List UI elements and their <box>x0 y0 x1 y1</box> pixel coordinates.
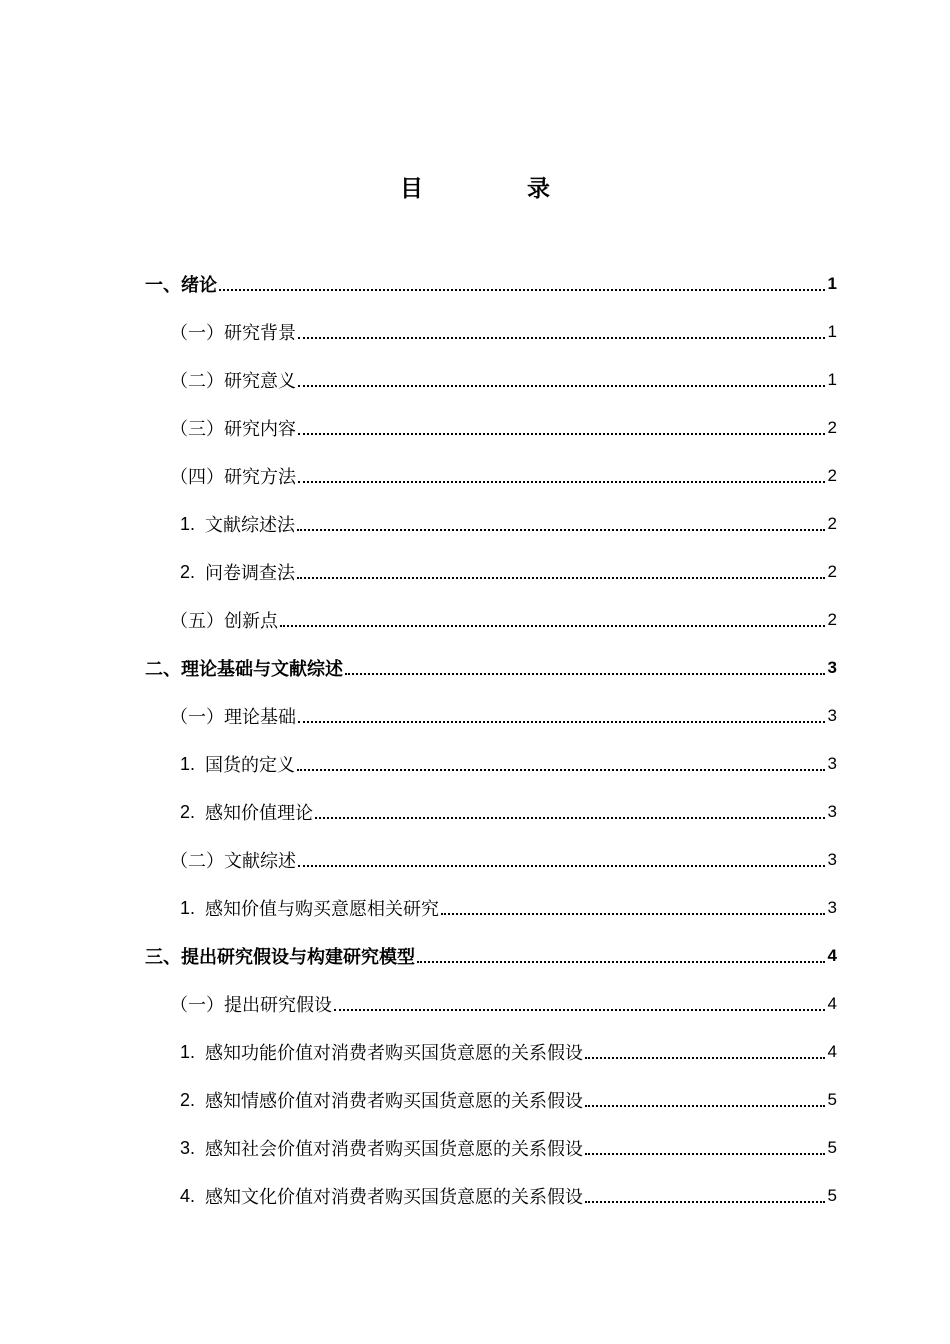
toc-entry-page-number: 3 <box>827 898 837 917</box>
toc-entry[interactable] <box>145 1172 837 1220</box>
toc-entry-page-number: 5 <box>827 1138 837 1157</box>
toc-entry[interactable] <box>145 452 837 500</box>
toc-entry-label: 文献综述法 <box>205 515 296 536</box>
toc-entry-label: 问卷调查法 <box>205 563 296 584</box>
dot-leader <box>298 433 825 435</box>
toc-entry-label: （二）研究意义 <box>170 371 296 392</box>
dot-leader <box>280 625 825 627</box>
toc-entry-page-number: 4 <box>827 946 837 965</box>
toc-entry-page-number: 2 <box>827 418 837 437</box>
dot-leader <box>298 385 825 387</box>
toc-entry[interactable] <box>145 788 837 836</box>
dot-leader <box>585 1057 825 1059</box>
toc-entry-number: 2. <box>180 1089 196 1110</box>
toc-entry[interactable] <box>145 500 837 548</box>
toc-title: 目 录 <box>399 175 598 202</box>
toc-entry[interactable] <box>145 596 837 644</box>
toc-entry-page-number: 3 <box>827 706 837 725</box>
dot-leader <box>298 481 825 483</box>
toc-entry-number: 1. <box>180 753 196 774</box>
toc-entry[interactable] <box>145 692 837 740</box>
dot-leader <box>585 1153 825 1155</box>
toc-entry-label: 感知情感价值对消费者购买国货意愿的关系假设 <box>205 1091 584 1112</box>
toc-entry[interactable] <box>145 548 837 596</box>
toc-entry-label: （五）创新点 <box>170 611 278 632</box>
toc-entry-number: 3. <box>180 1137 196 1158</box>
toc-entry-label: 感知文化价值对消费者购买国货意愿的关系假设 <box>205 1187 584 1208</box>
toc-entry-label: （四）研究方法 <box>170 467 296 488</box>
toc-entry[interactable] <box>145 308 837 356</box>
dot-leader <box>297 577 825 579</box>
toc-entry-number: 1. <box>180 513 196 534</box>
toc-entry-label: 感知社会价值对消费者购买国货意愿的关系假设 <box>205 1139 584 1160</box>
toc-entry[interactable] <box>145 356 837 404</box>
toc-entry-label: （一）研究背景 <box>170 323 296 344</box>
toc-entry[interactable] <box>145 260 837 308</box>
toc-entry-page-number: 3 <box>827 754 837 773</box>
toc-entry[interactable] <box>145 1028 837 1076</box>
toc-entry[interactable] <box>145 404 837 452</box>
toc-entry-page-number: 3 <box>827 802 837 821</box>
toc-entry[interactable] <box>145 884 837 932</box>
toc-entry-label: （二）文献综述 <box>170 851 296 872</box>
toc-entry-number: 2. <box>180 801 196 822</box>
toc-entry[interactable] <box>145 740 837 788</box>
toc-entry[interactable] <box>145 980 837 1028</box>
toc-entry-page-number: 4 <box>827 1042 837 1061</box>
toc-entry-page-number: 2 <box>827 562 837 581</box>
toc-entry-label: 感知功能价值对消费者购买国货意愿的关系假设 <box>205 1043 584 1064</box>
toc-entry-label: 感知价值与购买意愿相关研究 <box>205 899 440 920</box>
toc-entry-number: 4. <box>180 1185 196 1206</box>
toc-entry-label: （一）理论基础 <box>170 707 296 728</box>
toc-entry[interactable] <box>145 836 837 884</box>
toc-entry-page-number: 2 <box>827 466 837 485</box>
toc-entry-page-number: 3 <box>827 850 837 869</box>
dot-leader <box>345 673 825 675</box>
toc-entry-label: 一、绪论 <box>145 275 217 296</box>
dot-leader <box>585 1105 825 1107</box>
toc-entry-label: （三）研究内容 <box>170 419 296 440</box>
dot-leader <box>297 769 825 771</box>
toc-entry-page-number: 1 <box>827 370 837 389</box>
dot-leader <box>315 817 825 819</box>
dot-leader <box>441 913 825 915</box>
toc-entry-number: 1. <box>180 897 196 918</box>
toc-entry-label: 国货的定义 <box>205 755 296 776</box>
toc-entry[interactable] <box>145 644 837 692</box>
toc-entry[interactable] <box>145 1124 837 1172</box>
dot-leader <box>298 865 825 867</box>
toc-entry[interactable] <box>145 932 837 980</box>
toc-entry-label: （一）提出研究假设 <box>170 995 332 1016</box>
dot-leader <box>417 961 825 963</box>
toc-entry-page-number: 5 <box>827 1090 837 1109</box>
toc-entry-number: 1. <box>180 1041 196 1062</box>
dot-leader <box>298 721 825 723</box>
toc-entry-label: 感知价值理论 <box>205 803 314 824</box>
toc-entry-page-number: 4 <box>827 994 837 1013</box>
toc-entry-page-number: 1 <box>827 322 837 341</box>
toc-entry-page-number: 5 <box>827 1186 837 1205</box>
toc-entry-label: 二、理论基础与文献综述 <box>145 659 343 680</box>
toc-entry-page-number: 3 <box>827 658 837 677</box>
dot-leader <box>585 1201 825 1203</box>
toc-entry[interactable] <box>145 1076 837 1124</box>
dot-leader <box>298 337 825 339</box>
toc-entry-label: 三、提出研究假设与构建研究模型 <box>145 947 415 968</box>
toc-entry-page-number: 2 <box>827 610 837 629</box>
toc-entry-number: 2. <box>180 561 196 582</box>
table-of-contents <box>145 260 837 1220</box>
toc-entry-page-number: 1 <box>827 274 837 293</box>
dot-leader <box>297 529 825 531</box>
dot-leader <box>219 289 825 291</box>
dot-leader <box>334 1009 825 1011</box>
toc-entry-page-number: 2 <box>827 514 837 533</box>
